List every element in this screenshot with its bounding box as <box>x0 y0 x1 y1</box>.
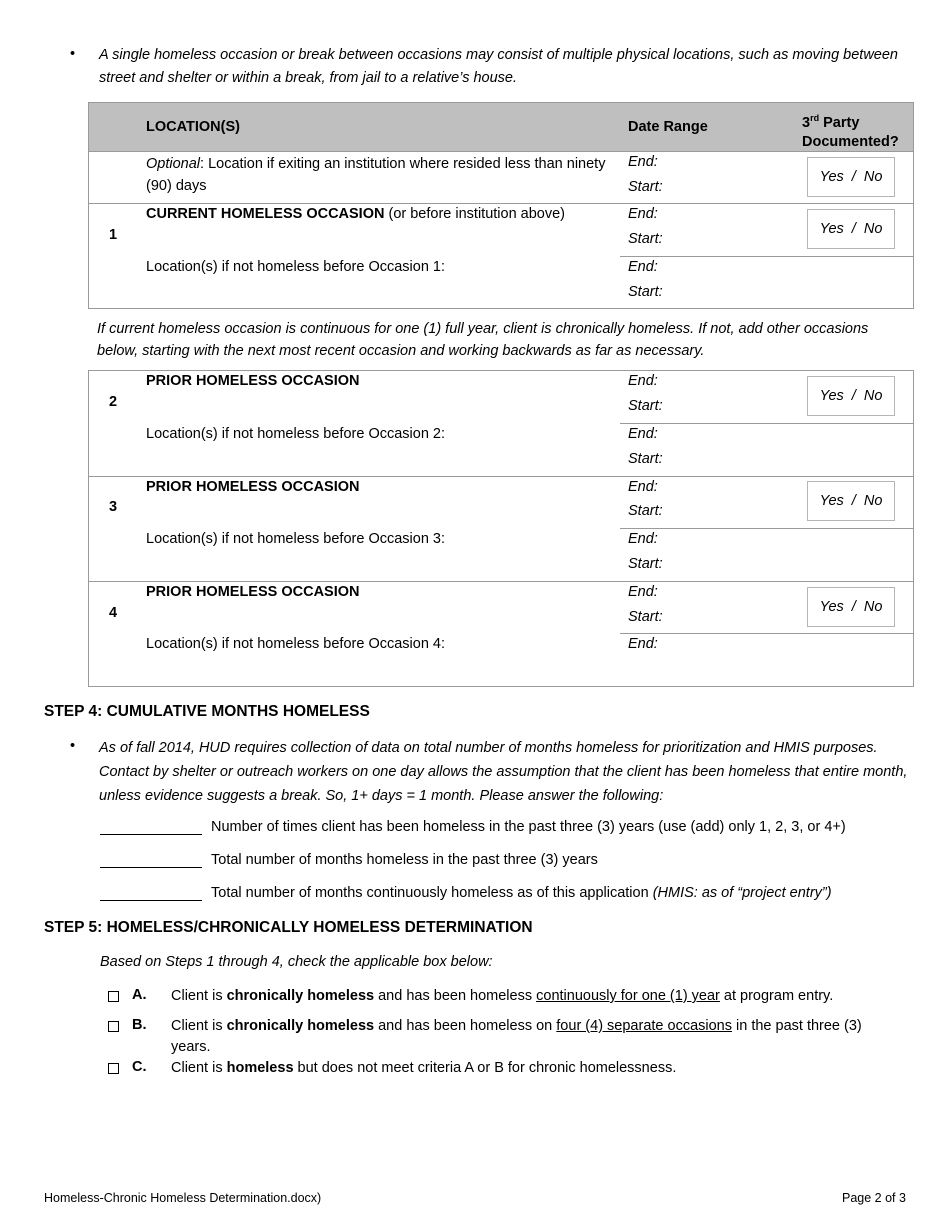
date-end-label: End: <box>628 154 658 170</box>
option-text-underline: four (4) separate occasions <box>556 1018 732 1034</box>
question-continuous-text: Total number of months continuously homeless as of this application <box>211 885 653 901</box>
before-occasion-label: Location(s) if not homeless before Occasion 3: <box>146 531 446 547</box>
date-start-label: Start: <box>628 609 663 625</box>
date-end-label: End: <box>628 259 658 275</box>
option-text-part: and has been homeless on <box>374 1018 557 1034</box>
row-divider <box>89 581 913 582</box>
occasion-title: PRIOR HOMELESS OCCASION <box>146 479 360 495</box>
option-b-text <box>171 1016 901 1058</box>
occasion-title <box>146 206 565 222</box>
option-text-bold: chronically homeless <box>226 1018 375 1034</box>
third-party-yes-no[interactable]: Yes / No <box>807 157 895 197</box>
date-end-label: End: <box>628 531 658 547</box>
date-end-label: End: <box>628 373 658 389</box>
footer-filename: Homeless-Chronic Homeless Determination.docx) <box>44 1191 322 1205</box>
occasion-number: 1 <box>109 227 118 243</box>
occasion-number: 4 <box>109 605 118 621</box>
subrow-divider <box>620 528 913 529</box>
footer-page-number: Page 2 of 3 <box>842 1191 906 1205</box>
date-start-label: Start: <box>628 451 663 467</box>
option-text-part: but does not meet criteria A or B for chronic homelessness. <box>293 1060 677 1076</box>
occasion-table-current <box>88 102 914 309</box>
option-text-part: and has been homeless <box>374 988 537 1004</box>
optional-label-italic: Optional <box>146 156 201 172</box>
occasion-title: PRIOR HOMELESS OCCASION <box>146 584 360 600</box>
subrow-divider <box>620 633 913 634</box>
occasion-number: 3 <box>109 499 118 515</box>
optional-label-text: : Location if exiting an institution where resided less than ninety (90) days <box>146 156 606 194</box>
date-end-label: End: <box>628 206 658 222</box>
header-third-party-sup: rd <box>810 113 820 123</box>
date-end-label: End: <box>628 584 658 600</box>
header-third-party-number: 3 <box>802 114 811 131</box>
option-text-part: Client is <box>171 1060 227 1076</box>
third-party-yes-no[interactable]: Yes / No <box>807 587 895 627</box>
option-text-bold: homeless <box>226 1060 294 1076</box>
subrow-divider <box>620 256 913 257</box>
optional-row-label <box>146 153 616 197</box>
checkbox-option-c[interactable] <box>108 1063 119 1074</box>
occasion-number: 2 <box>109 394 118 410</box>
third-party-yes-no[interactable]: Yes / No <box>807 481 895 521</box>
option-text-part: Client is <box>171 988 227 1004</box>
option-letter: A. <box>132 987 147 1003</box>
date-end-label: End: <box>628 479 658 495</box>
answer-blank-continuous[interactable] <box>100 900 202 901</box>
header-documented: Documented? <box>802 133 899 150</box>
bullet-icon: • <box>70 738 76 754</box>
row-divider <box>89 476 913 477</box>
date-start-label: Start: <box>628 503 663 519</box>
step4-title: STEP 4: CUMULATIVE MONTHS HOMELESS <box>44 703 370 720</box>
continuity-note: If current homeless occasion is continuous for one (1) full year, client is chronically homeless. If not, add other occasions below, starting with the next most recent occasion and working backwards as far as necessary. <box>97 321 869 359</box>
date-end-label: End: <box>628 636 658 652</box>
step5-title: STEP 5: HOMELESS/CHRONICALLY HOMELESS DETERMINATION <box>44 919 533 936</box>
occasion-table-prior <box>88 370 914 687</box>
question-continuous-hmis-note: (HMIS: as of “project entry”) <box>652 885 832 901</box>
intro-paragraph: A single homeless occasion or break between occasions may consist of multiple physical locations, such as moving between street and shelter or within a break, from jail to a relative’s house. <box>99 47 898 86</box>
header-locations: LOCATION(S) <box>146 119 240 135</box>
checkbox-option-a[interactable] <box>108 991 119 1002</box>
option-text-part: Client is <box>171 1018 227 1034</box>
before-occasion-label: Location(s) if not homeless before Occasion 1: <box>146 259 446 275</box>
header-third-party <box>802 109 899 152</box>
option-a-text <box>171 986 901 1007</box>
option-letter: C. <box>132 1059 147 1075</box>
subrow-divider <box>620 423 913 424</box>
answer-blank-months[interactable] <box>100 867 202 868</box>
before-occasion-label: Location(s) if not homeless before Occasion 4: <box>146 636 446 652</box>
date-end-label: End: <box>628 426 658 442</box>
option-letter: B. <box>132 1017 147 1033</box>
header-third-party-label: Party <box>819 114 860 131</box>
row-divider <box>89 203 913 204</box>
answer-blank-times[interactable] <box>100 834 202 835</box>
third-party-yes-no[interactable]: Yes / No <box>807 376 895 416</box>
header-date-range: Date Range <box>628 119 708 135</box>
date-start-label: Start: <box>628 556 663 572</box>
date-start-label: Start: <box>628 284 663 300</box>
date-start-label: Start: <box>628 398 663 414</box>
question-continuous-months <box>211 885 832 901</box>
occasion-title-rest: (or before institution above) <box>384 206 566 222</box>
option-text-part: in the past three (3) years. <box>171 1018 862 1055</box>
step4-paragraph: As of fall 2014, HUD requires collection of data on total number of months homeless for prioritization and HMIS purposes. Contact by shelter or outreach workers on one day allows the assumption that the client has been homeless that entire month, unless evidence suggests a break. So, 1+ days = 1 month. Please answer the following: <box>99 740 908 804</box>
question-times-homeless: Number of times client has been homeless in the past three (3) years (use (add) only 1, 2, 3, or 4+) <box>211 819 846 835</box>
occasion-title-bold: CURRENT HOMELESS OCCASION <box>146 206 385 222</box>
occasion-title: PRIOR HOMELESS OCCASION <box>146 373 360 389</box>
checkbox-option-b[interactable] <box>108 1021 119 1032</box>
option-text-bold: chronically homeless <box>226 988 375 1004</box>
date-start-label: Start: <box>628 179 663 195</box>
step5-instruction: Based on Steps 1 through 4, check the applicable box below: <box>100 954 493 970</box>
date-start-label: Start: <box>628 231 663 247</box>
before-occasion-label: Location(s) if not homeless before Occasion 2: <box>146 426 446 442</box>
option-text-underline: continuously for one (1) year <box>536 988 720 1004</box>
option-text-part: at program entry. <box>719 988 834 1004</box>
third-party-yes-no[interactable]: Yes / No <box>807 209 895 249</box>
option-c-text <box>171 1058 901 1079</box>
bullet-icon: • <box>70 46 76 62</box>
question-months-homeless: Total number of months homeless in the past three (3) years <box>211 852 598 868</box>
